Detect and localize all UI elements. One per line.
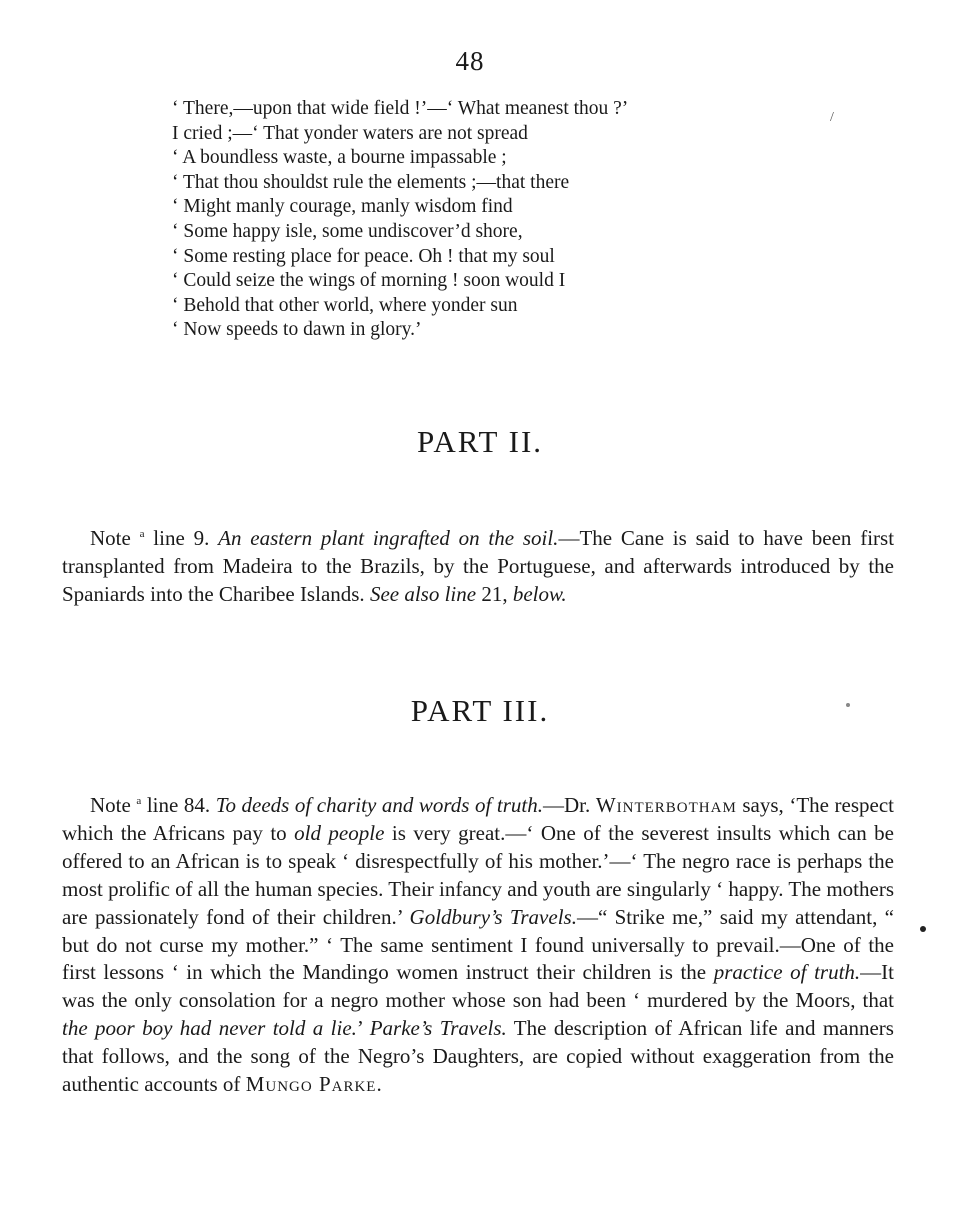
- says-text: says, ‘The respect which the Africans pay to: [62, 793, 894, 845]
- note-superscript: a: [136, 795, 142, 807]
- poem-line-9: ‘ Behold that other world, where yonder sun: [172, 294, 518, 316]
- poem-line-2: I cried ;—‘ That yonder waters are not spread: [172, 122, 528, 144]
- line-reference: line 9.: [144, 526, 210, 550]
- doctor-prefix: —Dr.: [543, 793, 596, 817]
- poem-line-3: ‘ A boundless waste, a bourne impassable ;: [172, 147, 507, 169]
- poem-line-4: ‘ That thou shouldst rule the elements ;—that there: [172, 171, 570, 193]
- quote-body: is very great.—‘ One of the severest insults which can be offered to an African is to speak ‘ disrespectfully of his mother.’—‘ The negro race is perhaps the most prolific of all the human species. Their infancy and youth are singularly ‘ happy. The mothers are passionately fond of their children.’: [62, 820, 894, 929]
- page-number: 48: [455, 46, 485, 76]
- poem-line-6: ‘ Some happy isle, some undiscover’d shore,: [172, 220, 523, 242]
- poem-line-5: ‘ Might manly courage, manly wisdom find: [172, 196, 513, 218]
- print-speck: [846, 703, 850, 707]
- poem-excerpt: [172, 97, 812, 343]
- author-winterbotham: Winterbotham: [595, 793, 737, 817]
- print-speck: [920, 926, 926, 932]
- poem-line-1: ‘ There,—upon that wide field !’—‘ What meanest thou ?’: [172, 98, 629, 119]
- quoted-phrase: An eastern plant ingrafted on the soil.: [218, 526, 559, 550]
- quoted-phrase: To deeds of charity and words of truth.: [215, 793, 543, 817]
- part-ii-heading: PART II.: [416, 424, 544, 459]
- note-label: Note: [90, 793, 131, 817]
- source-parke: Parke’s Travels.: [369, 1016, 507, 1041]
- poem-line-10: ‘ Now speeds to dawn in glory.’: [172, 319, 422, 341]
- consolation-passage: —It was the only consolation for a negro mother whose son had been ‘ murdered by the Moors, that: [62, 960, 894, 1013]
- note-superscript: a: [139, 528, 145, 540]
- part-ii-note: [62, 520, 894, 609]
- poor-boy-phrase: the poor boy had never told a lie.: [62, 1016, 357, 1041]
- print-mark: /: [830, 110, 834, 125]
- note-body: —The Cane is said to have been first transplanted from Madeira to the Brazils, by the Portuguese, and afterwards introduced by the Spaniards into the Charibee Islands.: [62, 526, 895, 607]
- old-people-phrase: old people: [294, 820, 385, 845]
- poem-line-7: ‘ Some resting place for peace. Oh ! that my soul: [172, 245, 555, 267]
- see-also-label: See also line: [369, 582, 477, 607]
- author-mungo-parke: Mungo Parke: [245, 1072, 377, 1097]
- closing-quote: ’: [356, 1016, 370, 1041]
- part-iii-note: [62, 788, 894, 1099]
- see-line-number: 21,: [476, 582, 513, 607]
- practice-of-truth-phrase: practice of truth.: [713, 960, 861, 985]
- line-reference: line 84.: [141, 793, 211, 817]
- part-iii-heading: PART III.: [410, 693, 550, 728]
- note-label: Note: [90, 526, 131, 550]
- final-passage: The description of African life and manners that follows, and the song of the Negro’s Daughters, are copied without exaggeration from the authentic accounts of: [62, 1016, 894, 1097]
- below-label: below.: [512, 582, 567, 607]
- poem-line-8: ‘ Could seize the wings of morning ! soon would I: [172, 270, 566, 292]
- final-period: .: [376, 1072, 382, 1097]
- strike-passage: —“ Strike me,” said my attendant, “ but do not curse my mother.” ‘ The same sentiment I found universally to prevail.—One of the first lessons ‘ in which the Mandingo women instruct their children is the: [62, 904, 894, 985]
- source-goldbury: Goldbury’s Travels.: [409, 904, 577, 929]
